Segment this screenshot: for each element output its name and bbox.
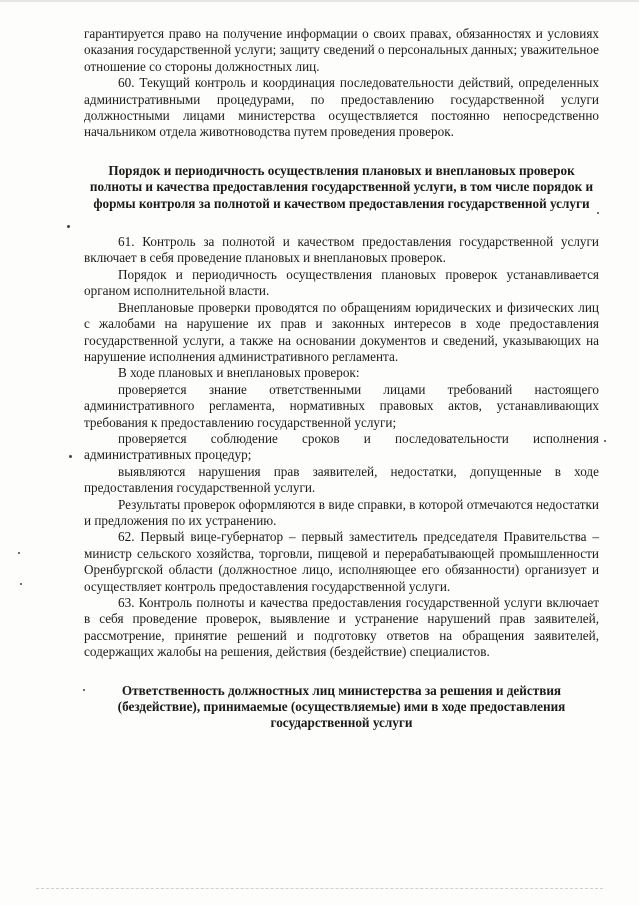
section-heading-responsibility: Ответственность должностных лиц министерства за решения и действия (бездействие), принимаемые (осуществляемые) ими в ходе предоставления государственной услуги bbox=[117, 682, 566, 731]
paragraph-continuation: гарантируется право на получение информации о своих правах, обязанностях и условиях оказания государственной услуги; защиту сведений о персональных данных; уважительное отношение со стороны должностных лиц. bbox=[84, 26, 599, 74]
paragraph-62: 62. Первый вице-губернатор – первый заместитель председателя Правительства – министр сельского хозяйства, торговли, пищевой и перерабатывающей промышленности Оренбургской области (должностное лицо, исполняющее его обязанности) организует и осуществляет контроль предоставления государственной услуги. bbox=[84, 529, 599, 594]
paragraph-63: 63. Контроль полноты и качества предоставления государственной услуги включает в себя проведение проверок, выявление и устранение нарушений прав заявителей, рассмотрение, принятие решений и подготовку ответов на обращения заявителей, содержащих жалобы на решения, действия (бездействие) специалистов. bbox=[84, 595, 599, 660]
paragraph-planned-checks: Порядок и периодичность осуществления плановых проверок устанавливается органом исполнительной власти. bbox=[84, 266, 599, 299]
paragraph-60: 60. Текущий контроль и координация последовательности действий, определенных административными процедурами, по предоставлению государственной услуги должностными лицами министерства осуществляется постоянно непосредственно начальником отдела животноводства путем проведения проверок. bbox=[84, 75, 599, 140]
paragraph-61: 61. Контроль за полнотой и качеством предоставления государственной услуги включает в себя проведение плановых и внеплановых проверок. bbox=[84, 234, 599, 266]
paragraph-unplanned-checks: Внеплановые проверки проводятся по обращениям юридических и физических лиц с жалобами на нарушение их прав и законных интересов в ходе предоставления государственной услуги, а также на основании документов и сведений, указывающих на нарушение исполнения административного регламента. bbox=[84, 299, 599, 364]
scan-speck bbox=[597, 212, 599, 214]
scan-speck bbox=[69, 455, 72, 458]
scan-speck bbox=[83, 689, 85, 691]
scan-edge bbox=[36, 888, 603, 890]
scan-speck bbox=[67, 225, 70, 228]
paragraph-results: Результаты проверок оформляются в виде справки, в которой отмечаются недостатки и предложения по их устранению. bbox=[84, 496, 599, 528]
document-body bbox=[84, 26, 599, 732]
list-item-deadlines: проверяется соблюдение сроков и последовательности исполнения административных процедур; bbox=[84, 430, 599, 463]
paragraph-checks-intro: В ходе плановых и внеплановых проверок: bbox=[118, 365, 360, 381]
section-heading-control: Порядок и периодичность осуществления плановых и внеплановых проверок полноты и качества предоставления государственной услуги, в том числе порядок и формы контроля за полнотой и качеством предоставления государственной услуги bbox=[89, 162, 594, 211]
scan-edge bbox=[0, 0, 639, 2]
list-item-violations: выявляются нарушения прав заявителей, недостатки, допущенные в ходе предоставления государственной услуги. bbox=[84, 463, 599, 496]
list-item-knowledge: проверяется знание ответственными лицами требований настоящего административного регламента, нормативных правовых актов, устанавливающих требования к предоставлению государственной услуги; bbox=[84, 381, 599, 430]
scan-speck bbox=[18, 552, 20, 554]
scan-speck bbox=[604, 440, 606, 442]
scan-speck bbox=[20, 583, 22, 585]
